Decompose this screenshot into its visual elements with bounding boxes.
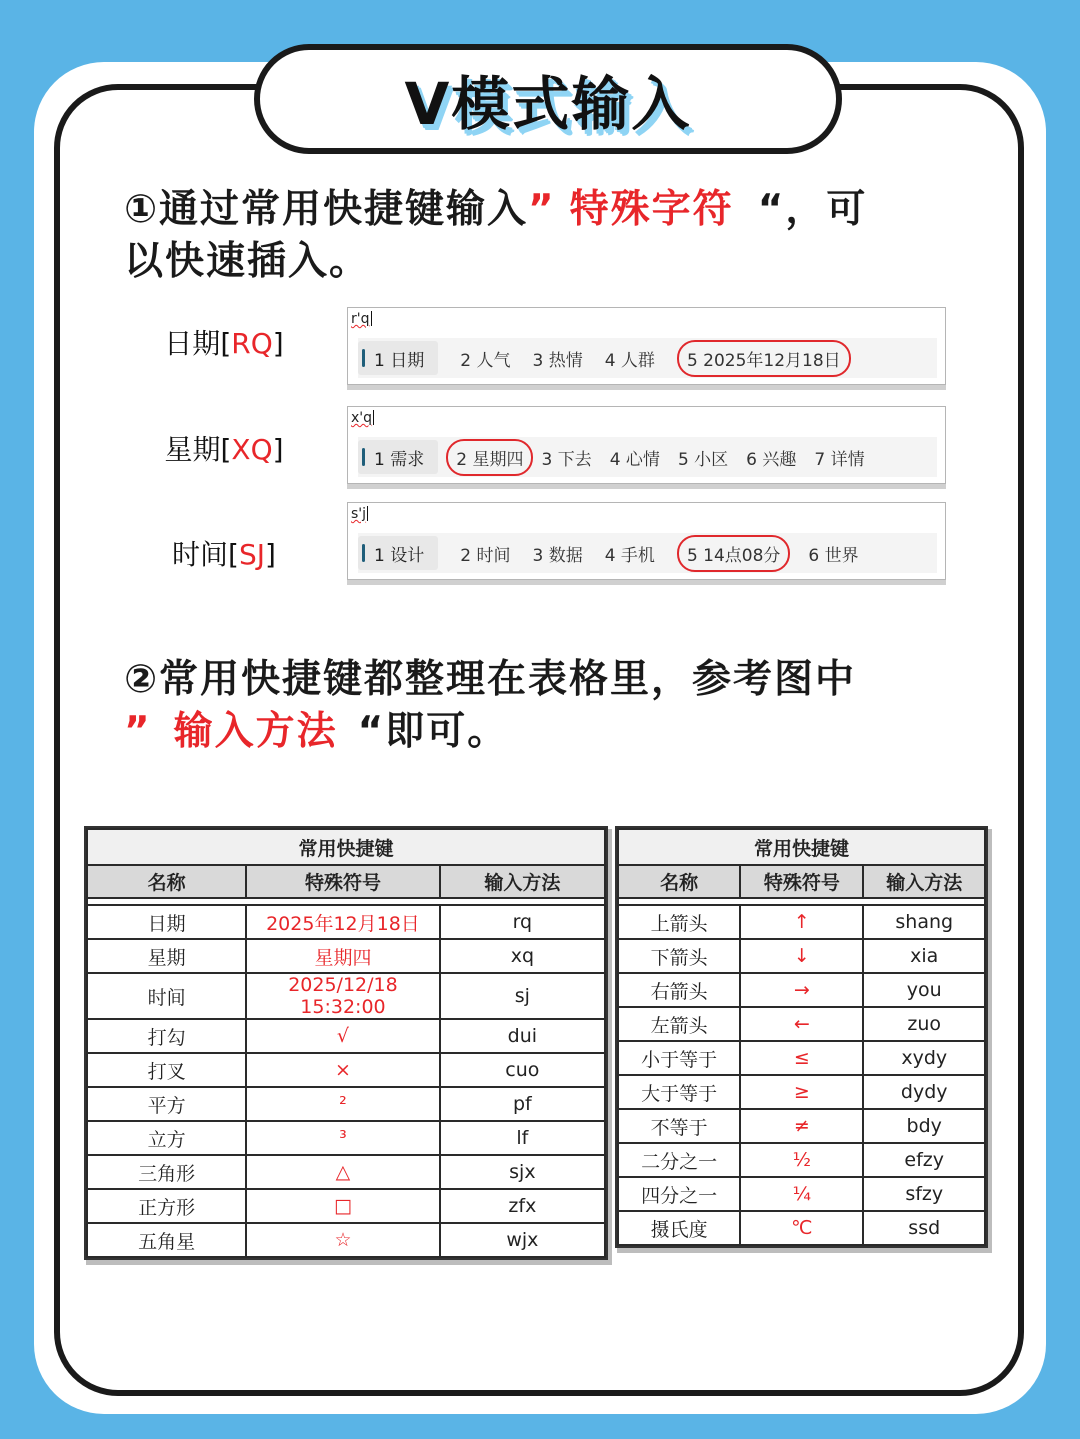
table-cell-symbol: ← xyxy=(740,1007,863,1041)
table-cell-symbol: ³ xyxy=(246,1121,440,1155)
table-row xyxy=(618,1211,985,1245)
table-cell-symbol: × xyxy=(246,1053,440,1087)
section1-highlight: 特殊字符 xyxy=(569,187,734,232)
table-cell-symbol: ≠ xyxy=(740,1109,863,1143)
ime-candidate[interactable]: 7 详情 xyxy=(814,449,865,470)
table-cell-symbol: ☆ xyxy=(246,1223,440,1257)
ime-candidate-window xyxy=(347,502,946,580)
ime-typed-input[interactable]: x'q xyxy=(351,410,373,426)
table-row xyxy=(618,1109,985,1143)
ime-candidate[interactable]: 4 人群 xyxy=(604,350,655,371)
table-cell-name: 四分之一 xyxy=(618,1177,740,1211)
table-cell-method: dui xyxy=(440,1019,605,1053)
ime-candidate[interactable]: 6 世界 xyxy=(808,545,859,566)
title-banner xyxy=(254,44,842,154)
table-cell-symbol: ½ xyxy=(740,1143,863,1177)
table-cell-method: pf xyxy=(440,1087,605,1121)
table-cell-name: 小于等于 xyxy=(618,1041,740,1075)
section2-highlight: 输入方法 xyxy=(173,709,338,754)
ime-candidate[interactable]: 4 手机 xyxy=(604,545,655,566)
table-row xyxy=(87,1053,605,1087)
table-row xyxy=(87,1223,605,1257)
table-cell-method: xq xyxy=(440,939,605,973)
ime-candidate-window xyxy=(347,406,946,484)
ime-candidate-window xyxy=(347,307,946,385)
example-code: SJ xyxy=(238,538,266,571)
section1-line2: 以快速插入。 xyxy=(124,239,371,284)
ime-candidate[interactable]: 1 需求 xyxy=(358,440,438,474)
table-cell-name: 大于等于 xyxy=(618,1075,740,1109)
table-spacer xyxy=(618,898,985,905)
ime-candidate-highlighted[interactable]: 5 2025年12月18日 xyxy=(677,340,851,377)
example-label xyxy=(124,533,324,573)
table-cell-symbol: ² xyxy=(246,1087,440,1121)
table-cell-name: 五角星 xyxy=(87,1223,246,1257)
ime-typed-input[interactable]: r'q xyxy=(351,311,370,327)
table-row xyxy=(618,973,985,1007)
table-cell-symbol: □ xyxy=(246,1189,440,1223)
table-cell-method: ssd xyxy=(863,1211,985,1245)
table-header: 名称 xyxy=(87,865,246,898)
ime-candidate[interactable]: 2 时间 xyxy=(460,545,511,566)
table-cell-symbol: → xyxy=(740,973,863,1007)
example-bracket-close: ] xyxy=(272,327,284,360)
ime-candidate[interactable]: 5 小区 xyxy=(677,449,729,470)
page-title: V模式输入 xyxy=(404,70,692,138)
example-label: 时间 xyxy=(172,538,229,571)
table-row xyxy=(618,1143,985,1177)
ime-typed-input[interactable]: s'j xyxy=(351,506,367,522)
table-cell-name: 正方形 xyxy=(87,1189,246,1223)
section2-quote-open: ” xyxy=(124,709,152,754)
table-row xyxy=(87,905,605,939)
table-row xyxy=(87,973,605,1019)
section1-text xyxy=(124,184,954,288)
table-cell-method: bdy xyxy=(863,1109,985,1143)
ime-candidate[interactable]: 3 热情 xyxy=(532,350,583,371)
section2-text xyxy=(124,654,954,758)
example-label: 日期 xyxy=(164,327,221,360)
table-header: 特殊符号 xyxy=(740,865,863,898)
example-label: 星期 xyxy=(164,433,221,466)
table-cell-symbol: ¼ xyxy=(740,1177,863,1211)
section1-prefix: ①通过常用快捷键输入 xyxy=(124,187,529,232)
section1-quote-open: ” xyxy=(528,187,556,232)
table-cell-symbol: ↓ xyxy=(740,939,863,973)
example-bracket-open: [ xyxy=(220,327,232,360)
ime-candidate[interactable]: 1 日期 xyxy=(358,341,438,375)
table-header: 名称 xyxy=(618,865,740,898)
example-label xyxy=(124,428,324,468)
table-cell-name: 上箭头 xyxy=(618,905,740,939)
table-row xyxy=(87,1155,605,1189)
table-cell-method: efzy xyxy=(863,1143,985,1177)
table-cell-method: zuo xyxy=(863,1007,985,1041)
ime-candidate[interactable]: 3 数据 xyxy=(532,545,583,566)
table-cell-method: you xyxy=(863,973,985,1007)
table-row xyxy=(87,939,605,973)
table-cell-method: dydy xyxy=(863,1075,985,1109)
table-cell-name: 平方 xyxy=(87,1087,246,1121)
table-cell-symbol: 星期四 xyxy=(246,939,440,973)
table-caption: 常用快捷键 xyxy=(87,829,605,865)
table-cell-name: 打勾 xyxy=(87,1019,246,1053)
example-bracket-close: ] xyxy=(272,433,284,466)
table-row xyxy=(87,1189,605,1223)
example-code: RQ xyxy=(231,327,273,360)
table-cell-name: 右箭头 xyxy=(618,973,740,1007)
table-cell-name: 下箭头 xyxy=(618,939,740,973)
table-row xyxy=(87,1087,605,1121)
table-cell-method: zfx xyxy=(440,1189,605,1223)
table-cell-method: shang xyxy=(863,905,985,939)
table-spacer xyxy=(87,898,605,905)
table-cell-symbol: △ xyxy=(246,1155,440,1189)
table-cell-method: rq xyxy=(440,905,605,939)
table-cell-symbol: ≤ xyxy=(740,1041,863,1075)
table-cell-name: 不等于 xyxy=(618,1109,740,1143)
ime-candidate[interactable]: 6 兴趣 xyxy=(746,449,797,470)
example-bracket-open: [ xyxy=(228,538,239,571)
example-label xyxy=(124,322,324,362)
table-cell-name: 左箭头 xyxy=(618,1007,740,1041)
table-cell-symbol: 2025/12/18 15:32:00 xyxy=(246,973,440,1019)
shortcut-table-left xyxy=(86,828,606,1258)
table-cell-name: 二分之一 xyxy=(618,1143,740,1177)
table-cell-method: sj xyxy=(440,973,605,1019)
ime-candidate-highlighted[interactable]: 2 星期四 xyxy=(446,439,533,476)
table-cell-method: wjx xyxy=(440,1223,605,1257)
table-cell-method: lf xyxy=(440,1121,605,1155)
ime-candidate-bar xyxy=(358,437,937,477)
table-header: 输入方法 xyxy=(863,865,985,898)
table-cell-name: 立方 xyxy=(87,1121,246,1155)
table-cell-name: 时间 xyxy=(87,973,246,1019)
ime-candidate-highlighted[interactable]: 5 14点08分 xyxy=(677,535,790,572)
table-cell-method: xydy xyxy=(863,1041,985,1075)
table-cell-symbol: √ xyxy=(246,1019,440,1053)
example-bracket-close: ] xyxy=(265,538,276,571)
table-cell-method: cuo xyxy=(440,1053,605,1087)
ime-candidate-bar xyxy=(358,533,937,573)
table-cell-name: 摄氏度 xyxy=(618,1211,740,1245)
example-code: XQ xyxy=(231,433,273,466)
table-row xyxy=(618,1177,985,1211)
table-cell-method: sfzy xyxy=(863,1177,985,1211)
table-row xyxy=(618,1007,985,1041)
table-header: 特殊符号 xyxy=(246,865,440,898)
section2-line1: ②常用快捷键都整理在表格里，参考图中 xyxy=(124,657,857,702)
ime-candidate-bar xyxy=(358,338,937,378)
table-cell-symbol: ℃ xyxy=(740,1211,863,1245)
shortcut-table-right xyxy=(617,828,986,1246)
table-cell-symbol: ↑ xyxy=(740,905,863,939)
table-cell-name: 星期 xyxy=(87,939,246,973)
table-row xyxy=(618,939,985,973)
table-row xyxy=(87,1121,605,1155)
ime-candidate[interactable]: 2 人气 xyxy=(460,350,511,371)
table-cell-method: xia xyxy=(863,939,985,973)
section2-quote-close: “即可。 xyxy=(357,709,509,754)
section1-quote-close: “，可 xyxy=(757,187,868,232)
table-row xyxy=(618,1075,985,1109)
ime-candidate[interactable]: 3 下去 xyxy=(541,449,592,470)
table-row xyxy=(618,905,985,939)
table-caption: 常用快捷键 xyxy=(618,829,985,865)
table-cell-name: 三角形 xyxy=(87,1155,246,1189)
table-cell-name: 日期 xyxy=(87,905,246,939)
ime-candidate[interactable]: 4 心情 xyxy=(609,449,660,470)
table-cell-symbol: ≥ xyxy=(740,1075,863,1109)
table-header: 输入方法 xyxy=(440,865,605,898)
table-cell-symbol: 2025年12月18日 xyxy=(246,905,440,939)
example-bracket-open: [ xyxy=(220,433,232,466)
ime-candidate[interactable]: 1 设计 xyxy=(358,536,438,570)
table-row xyxy=(618,1041,985,1075)
table-cell-name: 打叉 xyxy=(87,1053,246,1087)
table-row xyxy=(87,1019,605,1053)
table-cell-method: sjx xyxy=(440,1155,605,1189)
